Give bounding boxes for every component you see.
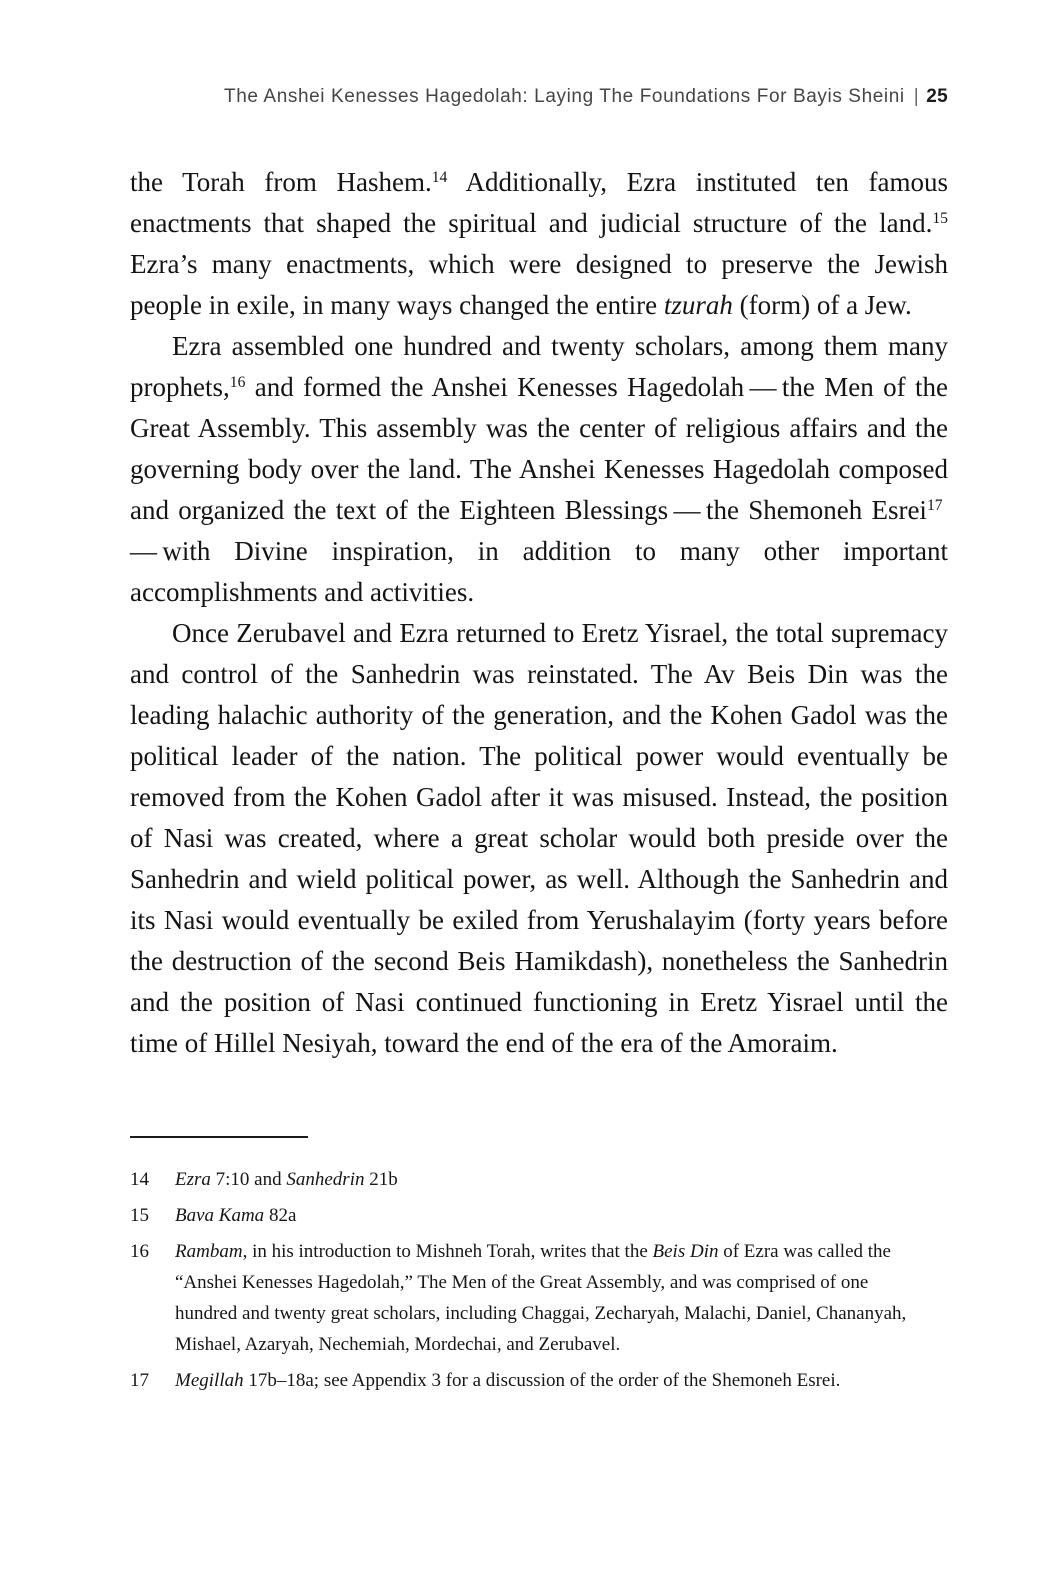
text-run: 7:10 and xyxy=(210,1169,287,1190)
footnote-item xyxy=(130,1365,925,1396)
text-run: Ezra’s many enactments, which were designed to preserve the Jewish people in exile, in many ways changed the entire xyxy=(130,249,948,320)
text-run: 21b xyxy=(364,1169,398,1190)
italic-text: Ezra xyxy=(175,1169,211,1190)
footnote-text xyxy=(175,1236,925,1360)
text-run: the Torah from Hashem. xyxy=(130,167,432,197)
italic-text: Sanhedrin xyxy=(286,1169,365,1190)
text-run: , in his introduction to Mishneh Torah, writes that the xyxy=(242,1241,653,1262)
footnote-reference: 14 xyxy=(431,169,448,187)
footnote-item xyxy=(130,1200,925,1231)
footnote-number: 16 xyxy=(130,1241,149,1262)
footnote-number: 15 xyxy=(130,1205,149,1226)
italic-text: Megillah xyxy=(175,1370,244,1391)
footnote-reference: 15 xyxy=(932,210,948,228)
footnote-item xyxy=(130,1164,925,1195)
text-run: 17b–18a; see Appendix 3 for a discussion of the order of the Shemoneh Esrei. xyxy=(243,1370,841,1391)
text-run: Ezra assembled one hundred and twenty scholars, among them many prophets, xyxy=(130,331,948,402)
text-run: (form) of a Jew. xyxy=(732,290,912,320)
main-text-block xyxy=(130,162,948,1064)
footnote-number: 14 xyxy=(130,1169,149,1190)
italic-text: Bava Kama xyxy=(175,1205,265,1226)
footnote-number: 17 xyxy=(130,1370,149,1391)
text-run: Additionally, Ezra instituted ten famous enactments that shaped the spiritual and judicial structure of the land. xyxy=(130,167,948,238)
text-run: — with Divine inspiration, in addition to many other important accomplishments and activities. xyxy=(130,495,948,607)
italic-text: Rambam xyxy=(175,1241,243,1262)
footnote-text xyxy=(175,1365,925,1396)
page-number: 25 xyxy=(926,86,948,107)
paragraph xyxy=(130,162,948,326)
header-separator: | xyxy=(913,86,920,107)
text-run: and formed the Anshei Kenesses Hagedolah — the Men of the Great Assembly. This assembly was the center of religious affairs and the governing body over the land. The Anshei Kenesses Hagedolah composed and organized the text of the Eighteen Blessings — the Shemoneh Esrei xyxy=(130,372,948,525)
running-title: The Anshei Kenesses Hagedolah: Laying The Foundations For Bayis Sheini xyxy=(224,86,905,107)
footnote-divider xyxy=(130,1136,308,1138)
footnotes-list xyxy=(130,1164,925,1396)
footnote-text xyxy=(175,1200,925,1231)
text-run: 82a xyxy=(264,1205,297,1226)
paragraph xyxy=(130,613,948,1064)
page-header xyxy=(130,86,948,108)
footnote-text xyxy=(175,1164,925,1195)
italic-text: tzurah xyxy=(663,290,733,320)
footnotes-section xyxy=(130,1136,925,1401)
footnote-reference: 16 xyxy=(229,374,246,392)
text-run: of Ezra was called the “Anshei Kenesses Hagedolah,” The Men of the Great Assembly, and was comprised of one hundred and twenty great scholars, including Chaggai, Zecharyah, Malachi, Daniel, Chananyah, Mishael, Azaryah, Nechemiah, Mordechai, and Zerubavel. xyxy=(175,1241,907,1355)
paragraph xyxy=(130,326,948,613)
text-run: Once Zerubavel and Ezra returned to Eretz Yisrael, the total supremacy and control of the Sanhedrin was reinstated. The Av Beis Din was the leading halachic authority of the generation, and the Kohen Gadol was the political leader of the nation. The political power would eventually be removed from the Kohen Gadol after it was misused. Instead, the position of Nasi was created, where a great scholar would both preside over the Sanhedrin and wield political power, as well. Although the Sanhedrin and its Nasi would eventually be exiled from Yerushalayim (forty years before the destruction of the second Beis Hamikdash), nonetheless the Sanhedrin and the position of Nasi continued functioning in Eretz Yisrael until the time of Hillel Nesiyah, toward the end of the era of the Amoraim. xyxy=(130,618,948,1058)
footnote-reference: 17 xyxy=(926,497,943,515)
footnote-item xyxy=(130,1236,925,1360)
italic-text: Beis Din xyxy=(652,1241,719,1262)
